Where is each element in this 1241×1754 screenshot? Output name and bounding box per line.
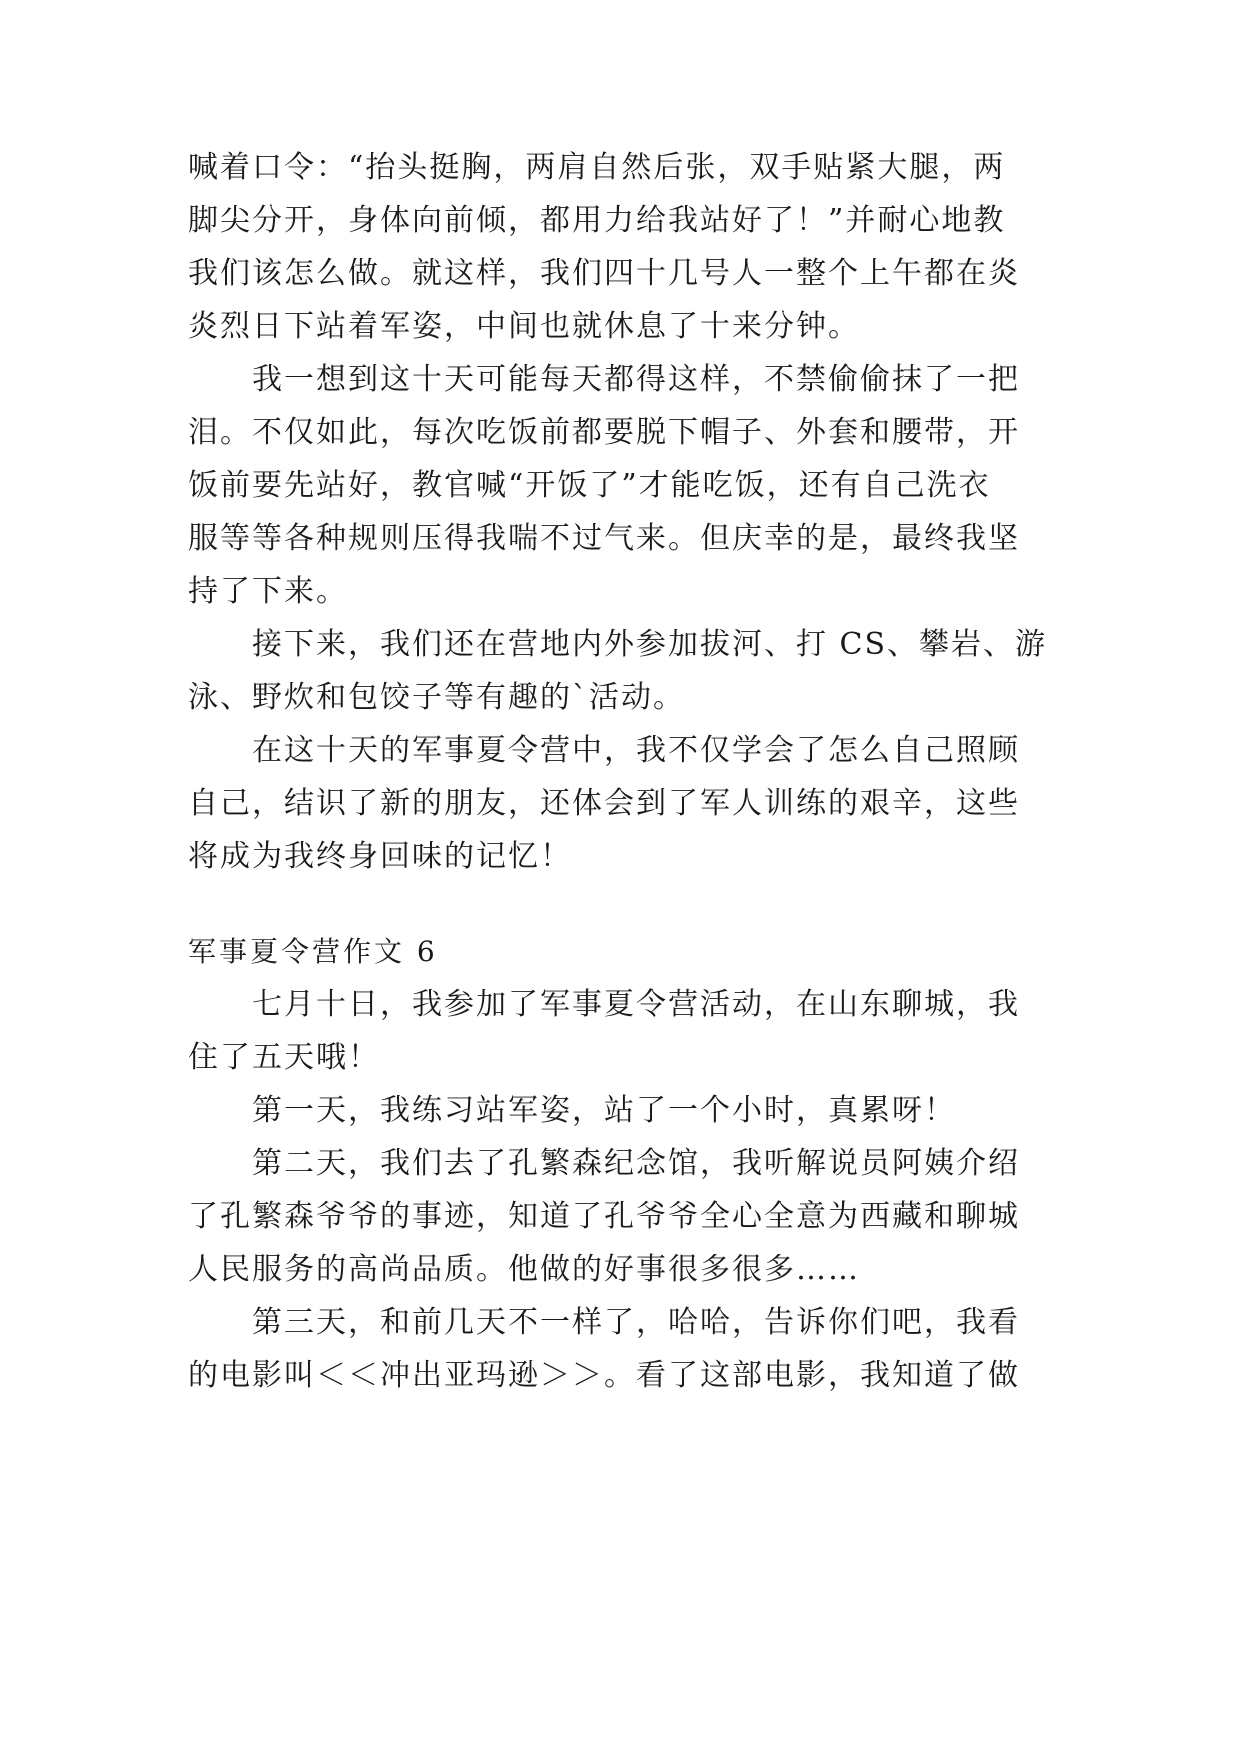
text-line: 炎烈日下站着军姿，中间也就休息了十来分钟。 (188, 309, 860, 344)
text-line: 第一天，我练习站军姿，站了一个小时，真累呀！ (188, 1093, 956, 1128)
text-line: 饭前要先站好，教官喊“开饭了”才能吃饭，还有自己洗衣 (188, 468, 991, 503)
text-line: 自己，结识了新的朋友，还体会到了军人训练的艰辛，这些 (188, 786, 1020, 821)
text-line: 了孔繁森爷爷的事迹，知道了孔爷爷全心全意为西藏和聊城 (188, 1199, 1020, 1234)
text-line: 的电影叫＜＜冲出亚玛逊＞＞。看了这部电影，我知道了做 (188, 1358, 1020, 1393)
text-line: 第二天，我们去了孔繁森纪念馆，我听解说员阿姨介绍 (188, 1146, 1020, 1181)
text-line: 我们该怎么做。就这样，我们四十几号人一整个上午都在炎 (188, 256, 1020, 291)
text-line: 持了下来。 (188, 574, 348, 609)
text-line: 接下来，我们还在营地内外参加拔河、打 CS、攀岩、游 (188, 627, 1048, 662)
text-line: 脚尖分开，身体向前倾，都用力给我站好了！”并耐心地教 (188, 203, 1006, 238)
text-line: 服等等各种规则压得我喘不过气来。但庆幸的是，最终我坚 (188, 521, 1020, 556)
text-line: 在这十天的军事夏令营中，我不仅学会了怎么自己照顾 (188, 733, 1020, 768)
text-line: 第三天，和前几天不一样了，哈哈，告诉你们吧，我看 (188, 1305, 1020, 1340)
section-heading: 军事夏令营作文 6 (188, 935, 438, 968)
text-line: 人民服务的高尚品质。他做的好事很多很多…… (188, 1252, 860, 1287)
text-line: 泪。不仅如此，每次吃饭前都要脱下帽子、外套和腰带，开 (188, 415, 1020, 450)
text-line: 将成为我终身回味的记忆！ (188, 839, 572, 874)
text-line: 七月十日，我参加了军事夏令营活动，在山东聊城，我 (188, 987, 1020, 1022)
text-line: 泳、野炊和包饺子等有趣的`活动。 (188, 680, 685, 715)
text-line: 住了五天哦！ (188, 1040, 380, 1075)
text-line: 我一想到这十天可能每天都得这样，不禁偷偷抹了一把 (188, 362, 1020, 397)
text-line: 喊着口令：“抬头挺胸，两肩自然后张，双手贴紧大腿，两 (188, 150, 1006, 185)
